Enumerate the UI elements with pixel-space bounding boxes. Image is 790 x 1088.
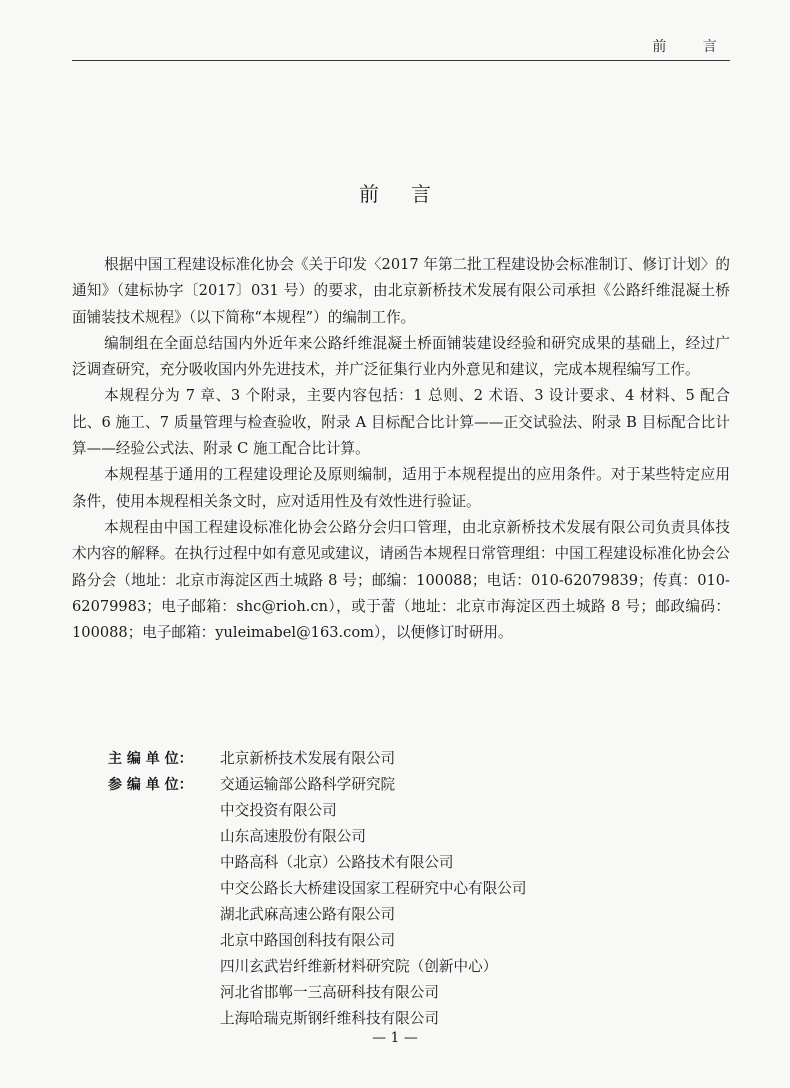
participating-editor-row (108, 772, 526, 798)
preface-body (72, 252, 730, 646)
participating-unit: 河北省邯郸一三高研科技有限公司 (220, 984, 439, 1001)
participating-units-list (108, 798, 526, 1032)
paragraph-3: 本规程分为 7 章、3 个附录，主要内容包括：1 总则、2 术语、3 设计要求、4 材料、5 配合比、6 施工、7 质量管理与检查验收，附录 A 目标配合比计算——正交试验法、附录 B 目标配合比计算——经验公式法、附录 C 施工配合比计算。 (72, 387, 730, 458)
chief-editor-row (108, 746, 526, 772)
participating-unit: 山东高速股份有限公司 (220, 828, 366, 845)
participating-unit: 上海哈瑞克斯钢纤维科技有限公司 (220, 1010, 439, 1027)
paragraph-1: 根据中国工程建设标准化协会《关于印发〈2017 年第二批工程建设协会标准制订、修订计划〉的通知》（建标协字〔2017〕031 号）的要求，由北京新桥技术发展有限公司承担《公路纤维混凝土桥面铺装技术规程》（以下简称“本规程”）的编制工作。 (72, 256, 730, 326)
participating-unit: 四川玄武岩纤维新材料研究院（创新中心） (220, 958, 498, 975)
participating-unit: 中交公路长大桥建设国家工程研究中心有限公司 (220, 880, 527, 897)
participating-editor-label: 参 编 单 位： (108, 777, 193, 793)
chief-editor-unit: 北京新桥技术发展有限公司 (220, 750, 396, 767)
participating-unit: 中交投资有限公司 (220, 802, 337, 819)
editing-units (108, 746, 526, 1032)
header-rule (72, 60, 730, 61)
paragraph-4: 本规程基于通用的工程建设理论及原则编制，适用于本规程提出的应用条件。对于某些特定应用条件，使用本规程相关条文时，应对适用性及有效性进行验证。 (72, 466, 730, 510)
page-title: 前言 (359, 182, 463, 206)
page-number: — 1 — (372, 1030, 418, 1046)
running-header: 前 言 (652, 39, 728, 55)
participating-unit: 中路高科（北京）公路技术有限公司 (220, 854, 454, 871)
participating-unit: 交通运输部公路科学研究院 (220, 776, 396, 793)
participating-unit: 北京中路国创科技有限公司 (220, 932, 396, 949)
chief-editor-label: 主 编 单 位： (108, 751, 193, 767)
participating-unit: 湖北武麻高速公路有限公司 (220, 906, 396, 923)
paragraph-2: 编制组在全面总结国内外近年来公路纤维混凝土桥面铺装建设经验和研究成果的基础上，经过广泛调查研究，充分吸收国内外先进技术，并广泛征集行业内外意见和建议，完成本规程编写工作。 (72, 334, 730, 379)
paragraph-5: 本规程由中国工程建设标准化协会公路分会归口管理，由北京新桥技术发展有限公司负责具体技术内容的解释。在执行过程中如有意见或建议，请函告本规程日常管理组：中国工程建设标准化协会公路分会（地址：北京市海淀区西土城路 8 号；邮编：100088；电话：010-62079839；传真：010-62079983；电子邮箱：shc@rioh.cn），或于蕾（地址：北京市海淀区西土城路 8 号；邮政编码：100088；电子邮箱：yuleimabel@163.com），以便修订时研用。 (72, 518, 730, 642)
